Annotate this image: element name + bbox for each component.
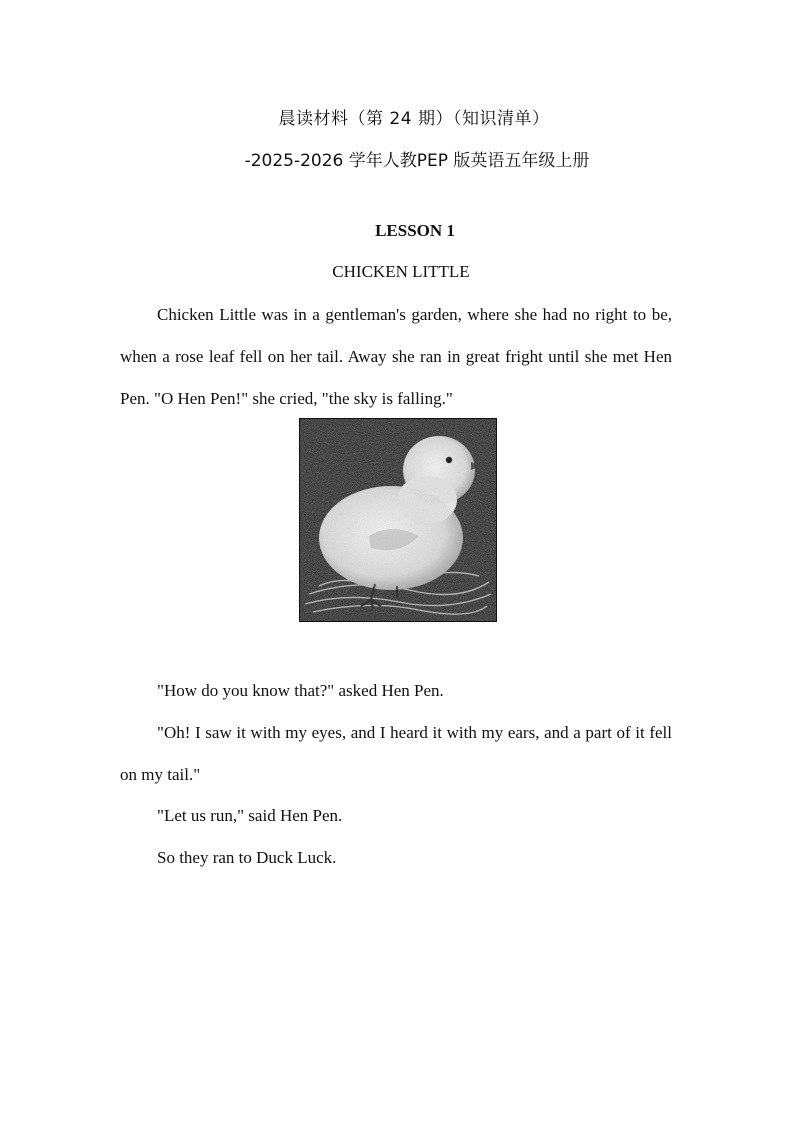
story-line-duck: So they ran to Duck Luck.: [157, 848, 337, 867]
chick-illustration: [299, 418, 497, 622]
story-paragraph-1: Chicken Little was in a gentleman's garden, where she had no right to be, when a rose leaf fell on her tail. Away she ran in great fright until she met Hen Pen. "O Hen Pen!" she cried, "the sky is falling.": [120, 305, 672, 408]
document-subtitle: -2025-2026 学年人教PEP 版英语五年级上册: [244, 151, 590, 171]
story-title: CHICKEN LITTLE: [332, 262, 470, 281]
chick-icon: [299, 418, 497, 622]
story-line-question: "How do you know that?" asked Hen Pen.: [157, 681, 444, 700]
story-line-run: "Let us run," said Hen Pen.: [157, 806, 343, 825]
story-paragraph-2: "Oh! I saw it with my eyes, and I heard it with my ears, and a part of it fell on my tail.": [120, 723, 672, 784]
lesson-heading: LESSON 1: [375, 221, 455, 240]
document-title: 晨读材料（第 24 期）（知识清单）: [278, 109, 550, 129]
